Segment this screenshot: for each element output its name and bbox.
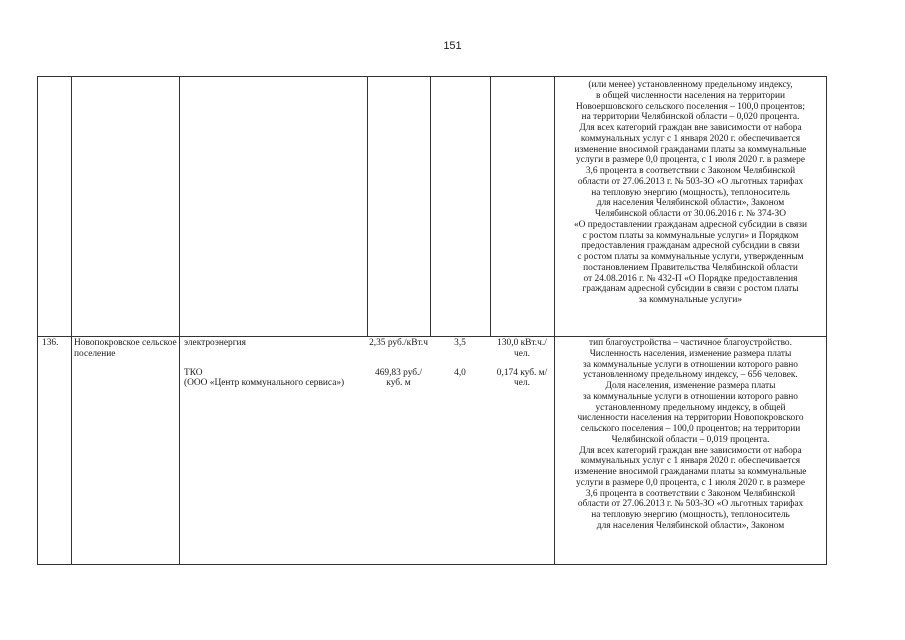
cell-description-136 [555,337,827,565]
table-row-136 [38,337,827,565]
description-line: численности населения на территории Новопокровского [577,413,804,424]
description-line: гражданам адресной субсидии в связи с ростом платы [582,284,799,295]
description-line: Челябинской области от 30.06.2016 г. № 374-ЗО [595,209,786,219]
description-line: Численность населения, изменение размера платы [589,348,792,359]
description-line: «О предоставлении гражданам адресной субсидии в связи [573,219,808,230]
cell-price-empty [367,77,430,337]
service-name: ТКО (ООО «Центр коммунального сервиса») [184,367,345,389]
description-line: (или менее) установленному предельному индексу, [588,80,793,90]
description-line: изменение вносимой гражданами платы за коммунальные [574,144,807,155]
cell-settlement-empty [72,77,180,337]
cell-row-number: 136. [38,337,72,565]
service-row-tko [180,368,554,390]
tariff-table [37,76,827,565]
description-line: предоставления гражданам адресной субсидии в связи [581,241,800,252]
description-line: с ростом платы за коммунальные услуги» и Порядком [582,230,799,241]
description-line: сельского поселения – 100,0 процентов; на территории [580,424,801,434]
description-line: тип благоустройства – частичное благоустройство. [589,338,792,348]
service-name: электроэнергия [184,338,246,348]
cell-description-continuation [555,77,827,337]
description-line: для населения Челябинской области», Законом [596,520,785,531]
cell-volume-empty [490,77,554,337]
description-line: установленному предельному индексу, – 656 человек. [583,370,798,381]
description-line: коммунальных услуг с 1 января 2020 г. обеспечивается [580,133,801,144]
description-line: 3,6 процента в соответствии с Законом Челябинской [585,488,796,499]
cell-increase-empty [430,77,490,337]
description-line: 3,6 процента в соответствии с Законом Челябинской [585,166,796,176]
description-line: коммунальных услуг с 1 января 2020 г. обеспечивается [580,456,801,467]
description-line: с ростом платы за коммунальные услуги, утвержденным [577,252,804,262]
description-line: Доля населения, изменение размера платы [605,381,776,391]
page-number: 151 [443,40,462,52]
description-line: установленному предельному индексу, в общей [595,402,786,413]
cell-service-empty [180,77,368,337]
description-line: постановлением Правительства Челябинской области [583,262,798,273]
cell-num-empty [38,77,72,337]
description-line: изменение вносимой гражданами платы за коммунальные [574,467,807,477]
description-line: Челябинской области – 0,019 процента. [611,434,770,445]
description-line: услуги в размере 0,0 процента, с 1 июля 2020 г. в размере [576,477,805,488]
description-line: Новоершовского сельского поселения – 100,0 процентов; [576,101,805,112]
service-volume: 130,0 кВт.ч./чел. [497,338,547,359]
description-line: для населения Челябинской области», Законом [596,198,785,209]
description-line: от 24.08.2016 г. № 432-П «О Порядке предоставления [583,273,798,284]
description-line: на тепловую энергию (мощность), теплоноситель [591,187,790,198]
cell-services-group [180,337,555,565]
description-line: за коммунальные услуги в отношении которого равно [582,391,798,402]
description-line: области от 27.06.2013 г. № 503-ЗО «О льготных тарифах [577,176,804,187]
service-increase: 3,5 [454,338,466,348]
description-line: на территории Челябинской области – 0,020 процента. [581,112,800,123]
service-price: 2,35 руб./кВт.ч [369,338,428,348]
description-line: Для всех категорий граждан вне зависимости от набора [579,445,802,456]
service-price: 469,83 руб./куб. м [375,367,422,389]
description-text [557,338,824,532]
description-line: услуги в размере 0,0 процента, с 1 июля 2020 г. в размере [576,155,805,166]
service-increase: 4,0 [454,367,466,378]
description-line: в общей численности населения на территории [596,90,785,101]
description-line: за коммунальные услуги» [638,295,743,305]
description-line: области от 27.06.2013 г. № 503-ЗО «О льготных тарифах [577,499,804,510]
table-row-continuation [38,77,827,337]
description-line: за коммунальные услуги в отношении которого равно [582,359,798,370]
description-text [557,80,824,306]
service-volume: 0,174 куб. м/чел. [496,367,548,389]
description-line: Для всех категорий граждан вне зависимости от набора [579,123,802,133]
description-line: на тепловую энергию (мощность), теплоноситель [591,510,790,520]
cell-settlement-name: Новопокровское сельское поселение [72,337,180,565]
service-row-electricity [180,338,554,360]
